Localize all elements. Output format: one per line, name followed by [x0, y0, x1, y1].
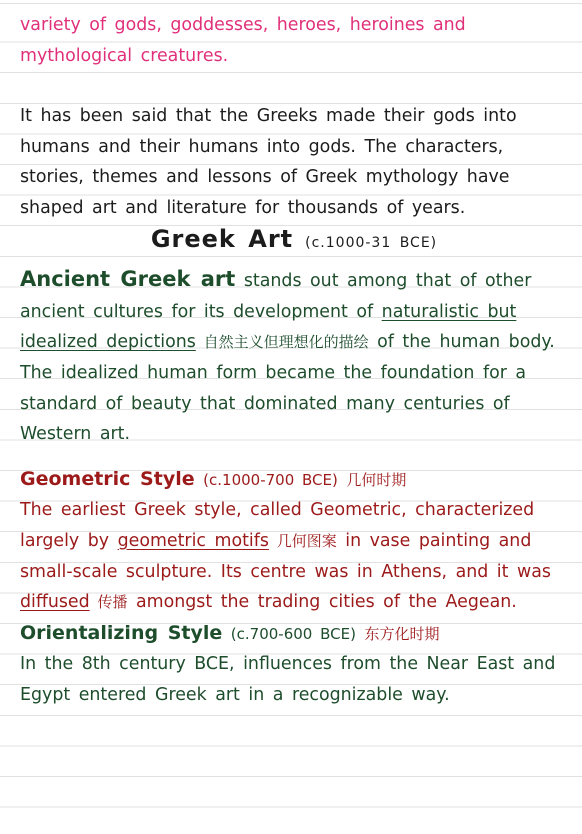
intro-paragraph: It has been said that the Greeks made their gods into humans and their humans into gods. The characters, stories, themes and lessons of Greek mythology have shaped art and literature for thousands of years.	[20, 106, 517, 218]
geometric-text-2: in vase painting and small-scale sculpture. Its centre was in Athens, and it was	[20, 530, 551, 582]
orientalizing-paragraph	[20, 618, 568, 711]
greek-art-text-2: of the human body. The idealized human form became the foundation for a standard of beauty that dominated many centuries of Western art.	[20, 332, 555, 445]
blank-line	[20, 450, 568, 464]
greek-art-underlined: naturalistic but idealized depictions	[20, 301, 517, 353]
orientalizing-date: (c.700-600 BCE)	[230, 624, 356, 643]
greek-art-text-1: stands out among that of other ancient cultures for its development of	[20, 271, 532, 322]
greek-art-lead: Ancient Greek art	[20, 267, 236, 292]
geometric-underlined-1: geometric motifs	[117, 530, 269, 551]
geometric-chinese-title: 几何时期	[346, 470, 407, 489]
geometric-text-1: The earliest Greek style, called Geometric, characterized largely by	[20, 500, 535, 551]
geometric-paragraph	[20, 464, 568, 618]
blank-line	[20, 71, 568, 101]
orientalizing-chinese-title: 东方化时期	[364, 624, 440, 643]
geometric-underlined-2: diffused	[20, 592, 90, 613]
geometric-chinese-2: 传播	[89, 593, 128, 612]
geometric-text-3: amongst the trading cities of the Aegean.	[127, 592, 517, 613]
geometric-date: (c.1000-700 BCE)	[203, 470, 338, 489]
geometric-title: Geometric Style	[20, 467, 195, 490]
greek-art-chinese: 自然主义但理想化的描绘	[195, 333, 369, 352]
heading-date: (c.1000-31 BCE)	[305, 234, 438, 251]
intro-pink-line: variety of gods, goddesses, heroes, heroines and mythological creatures.	[20, 15, 466, 66]
heading-title: Greek Art	[150, 224, 294, 253]
geometric-chinese-1: 几何图案	[268, 531, 337, 550]
orientalizing-title: Orientalizing Style	[20, 621, 223, 644]
greek-art-paragraph	[20, 264, 568, 450]
section-heading	[20, 224, 568, 259]
orientalizing-text-1: In the 8th century BCE, influences from the Near East and Egypt entered Greek art in a recognizable way.	[20, 654, 556, 705]
